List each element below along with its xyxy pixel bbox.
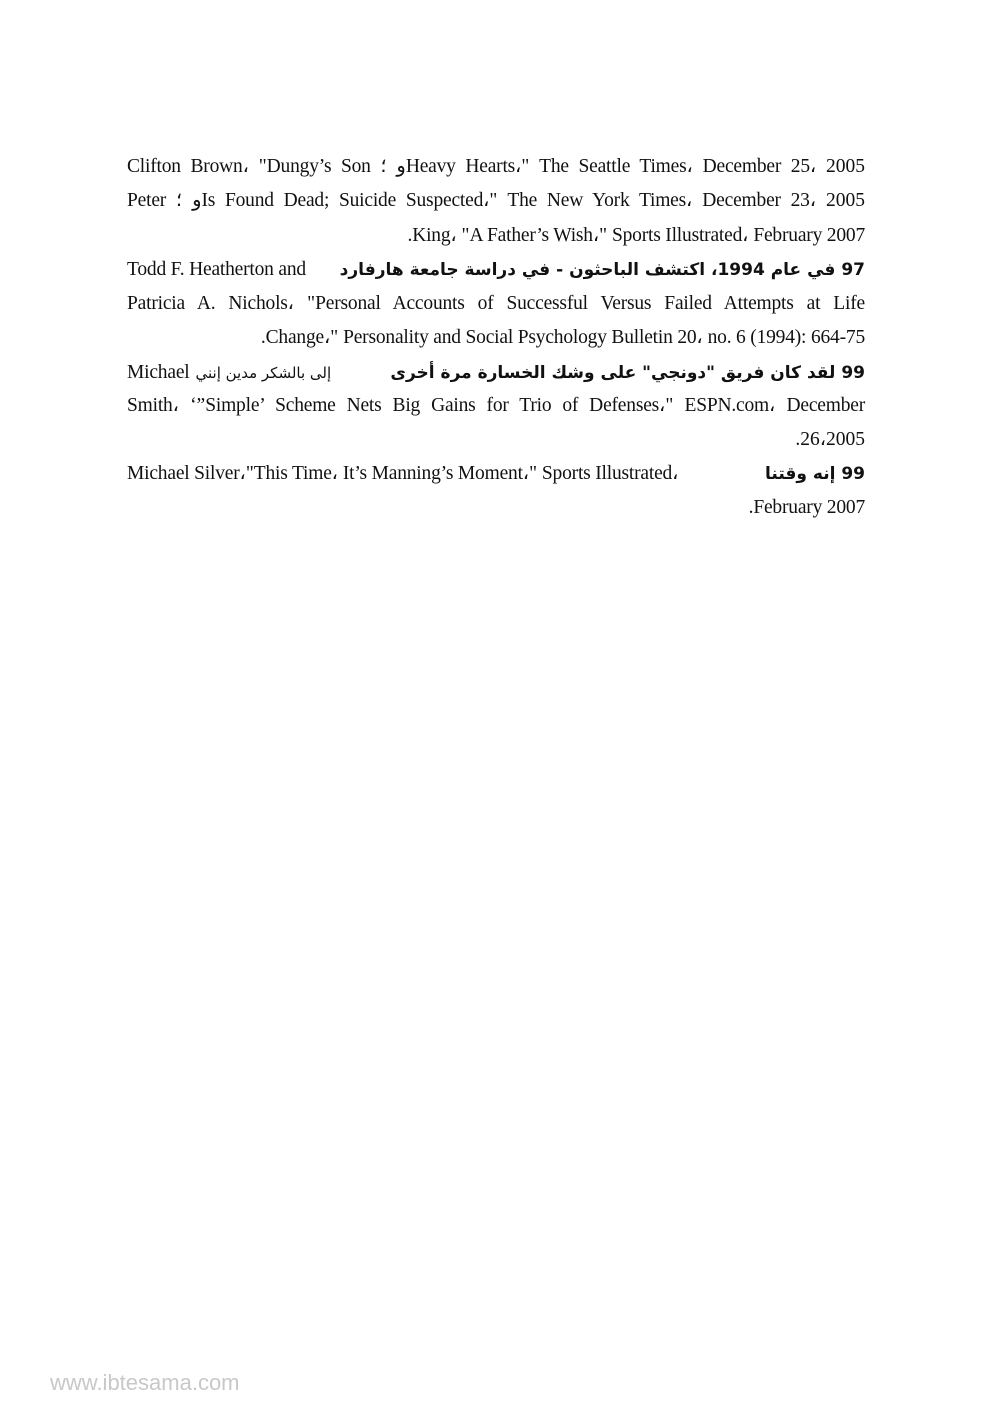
- watermark: www.ibtesama.com: [50, 1370, 240, 1395]
- footnote-99b-english: Michael Silver،"This Time، It’s Manning’s Moment،" Sports Illustrated،: [127, 463, 679, 484]
- citation-line-1: Clifton Brown، "Dungy’s Son و ؛Heavy Hearts،" The Seattle Times، December 25، 2005: [127, 156, 865, 177]
- citation-line-9: .26،2005: [795, 429, 865, 450]
- footnote-99a-left: [127, 361, 331, 385]
- citation-line-8: Smith، ‘”Simple’ Scheme Nets Big Gains for Trio of Defenses،" ESPN.com، December: [127, 395, 865, 416]
- footnote-97-english: Todd F. Heatherton and: [127, 259, 306, 280]
- citation-line-6: .Change،" Personality and Social Psychology Bulletin 20، no. 6 (1994): 664-75: [260, 327, 865, 348]
- citation-line-11: .February 2007: [748, 497, 865, 518]
- citation-line-5: Patricia A. Nichols، "Personal Accounts of Successful Versus Failed Attempts at Life: [127, 293, 865, 314]
- footnote-99a-arabic: 99 لقد كان فريق "دونجي" على وشك الخسارة مرة أخرى: [390, 363, 865, 383]
- footnote-99a-english: Michael: [127, 362, 190, 383]
- footnote-97-line: [127, 258, 865, 282]
- citation-line-2: Peter و ؛Is Found Dead; Suicide Suspected،" The New York Times، December 23، 2005: [127, 190, 865, 211]
- footnote-99b-arabic: 99 إنه وقتنا: [765, 464, 865, 484]
- footnote-99a-arabic-light: إلى بالشكر مدين إنني: [195, 364, 332, 382]
- footnote-97-arabic: 97 في عام 1994، اكتشف الباحثون - في دراسة جامعة هارفارد: [339, 260, 865, 280]
- footnote-99a-line: [127, 361, 865, 385]
- footnote-99b-line: [127, 462, 865, 486]
- citation-line-3: .King، "A Father’s Wish،" Sports Illustrated، February 2007: [407, 225, 865, 246]
